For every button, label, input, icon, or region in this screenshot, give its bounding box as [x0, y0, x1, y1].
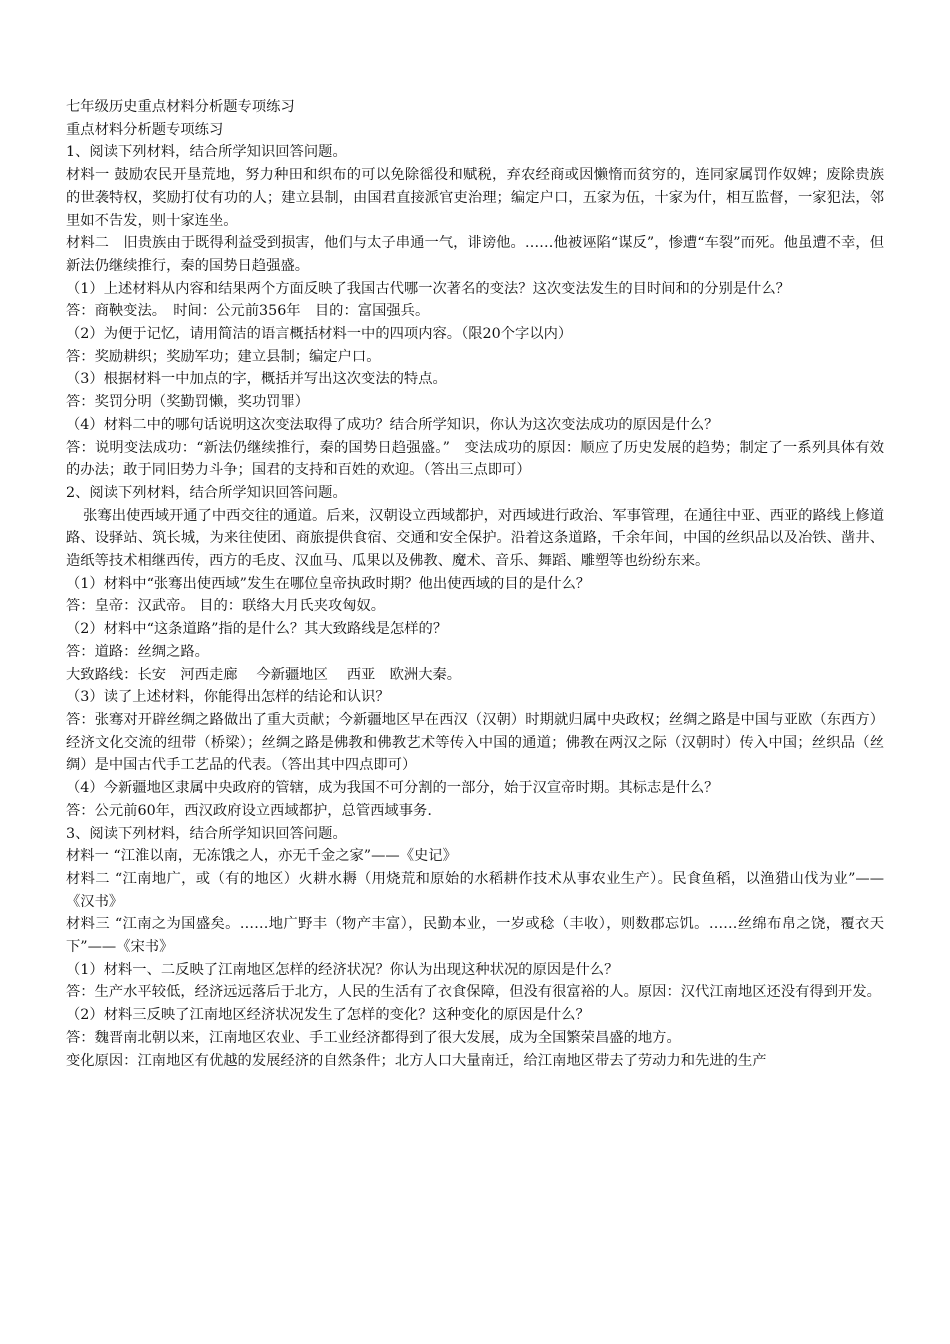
- q1-answer-3: 答：奖罚分明（奖勤罚懒，奖功罚罪）: [66, 394, 310, 411]
- q1-sub-question-1: （1）上述材料从内容和结果两个方面反映了我国古代哪一次著名的变法？这次变法发生的目时间和的分别是什么？: [66, 280, 790, 297]
- document-title: 七年级历史重点材料分析题专项练习: [66, 99, 295, 115]
- q2-answer-3: 答：张骞对开辟丝绸之路做出了重大贡献；今新疆地区早在西汉（汉朝）时期就归属中央政权；丝绸之路是中国与亚欧（东西方）经济文化交流的纽带（桥梁）；丝绸之路是佛教和佛教艺术等传入中国的通道；佛教在两汉之际（汉朝时）传入中国；丝织品（丝绸）是中国古代手工艺品的代表。（答出其中四点即可）: [66, 711, 884, 774]
- document-subtitle: 重点材料分析题专项练习: [66, 121, 224, 138]
- q2-sub-question-1: （1）材料中“张骞出使西域”发生在哪位皇帝执政时期？他出使西域的目的是什么？: [66, 575, 591, 592]
- question-1-heading: 1、阅读下列材料，结合所学知识回答问题。: [66, 144, 347, 161]
- q1-answer-1: 答：商鞅变法。 时间：公元前356年 目的：富国强兵。: [66, 303, 430, 320]
- q2-sub-question-2: （2）材料中“这条道路”指的是什么？其大致路线是怎样的？: [66, 621, 448, 638]
- q1-sub-question-2: （2）为便于记忆，请用简洁的语言概括材料一中的四项内容。（限20个字以内）: [66, 326, 573, 343]
- question-2-heading: 2、阅读下列材料，结合所学知识回答问题。: [66, 484, 347, 501]
- q1-answer-2: 答：奖励耕织；奖励军功；建立县制；编定户口。: [66, 348, 381, 365]
- q3-material-2: 材料二 “江南地广，或（有的地区）火耕水耨（用烧荒和原始的水稻耕作技术从事农业生产）。民食鱼稻，以渔猎山伐为业”——《汉书》: [66, 870, 884, 910]
- q3-sub-question-1: （1）材料一、二反映了江南地区怎样的经济状况？你认为出现这种状况的原因是什么？: [66, 961, 619, 978]
- q3-answer-2-reason: 变化原因：江南地区有优越的发展经济的自然条件；北方人口大量南迁，给江南地区带去了劳动力和先进的生产: [66, 1052, 767, 1069]
- question-3-heading: 3、阅读下列材料，结合所学知识回答问题。: [66, 825, 347, 842]
- q2-sub-question-3: （3）读了上述材料，你能得出怎样的结论和认识？: [66, 689, 390, 706]
- q1-answer-4: 答：说明变法成功：“新法仍继续推行，秦的国势日趋强盛。” 变法成功的原因：顺应了历史发展的趋势；制定了一系列具体有效的办法；敢于同旧势力斗争；国君的支持和百姓的欢迎。（答出三点即可）: [66, 439, 884, 479]
- q3-answer-2: 答：魏晋南北朝以来，江南地区农业、手工业经济都得到了很大发展，成为全国繁荣昌盛的地方。: [66, 1029, 681, 1046]
- q1-sub-question-3: （3）根据材料一中加点的字，概括并写出这次变法的特点。: [66, 371, 447, 388]
- q2-material: 张骞出使西域开通了中西交往的通道。后来，汉朝设立西域都护，对西域进行政治、军事管理，在通往中亚、西亚的路线上修道路、设驿站、筑长城，为来往使团、商旅提供食宿、交通和安全保护。沿着这条道路，千余年间，中国的丝织品以及冶铁、凿井、造纸等技术相继西传，西方的毛皮、汉血马、瓜果以及佛教、魔术、音乐、舞蹈、雕塑等也纷纷东来。: [66, 507, 884, 570]
- q1-material-2: 材料二 旧贵族由于既得利益受到损害，他们与太子串通一气，诽谤他。……他被诬陷“谋反”，惨遭“车裂”而死。他虽遭不幸，但新法仍继续推行，秦的国势日趋强盛。: [66, 235, 884, 274]
- q3-sub-question-2: （2）材料三反映了江南地区经济状况发生了怎样的变化？这种变化的原因是什么？: [66, 1007, 590, 1024]
- q2-sub-question-4: （4）今新疆地区隶属中央政府的管辖，成为我国不可分割的一部分，始于汉宣帝时期。其标志是什么？: [66, 780, 719, 797]
- q2-answer-1: 答：皇帝：汉武帝。 目的：联络大月氏夹攻匈奴。: [66, 598, 386, 615]
- document-page: [66, 96, 884, 1072]
- q2-answer-4: 答：公元前60年，西汉政府设立西域都护，总管西域事务.: [66, 802, 432, 819]
- q2-answer-2-route: 大致路线：长安 河西走廊 今新疆地区 西亚 欧洲大秦。: [66, 666, 462, 683]
- q3-material-1: 材料一 “江淮以南，无冻饿之人，亦无千金之家”——《史记》: [66, 848, 457, 865]
- q1-material-1: 材料一 鼓励农民开垦荒地，努力种田和织布的可以免除徭役和赋税，弃农经商或因懒惰而贫穷的，连同家属罚作奴婢；废除贵族的世袭特权，奖励打仗有功的人；建立县制，由国君直接派官吏治理；编定户口，五家为伍，十家为什，相互监督，一家犯法，邻里如不告发，则十家连坐。: [66, 167, 884, 229]
- q1-sub-question-4: （4）材料二中的哪句话说明这次变法取得了成功？结合所学知识，你认为这次变法成功的原因是什么？: [66, 416, 719, 433]
- q3-answer-1: 答：生产水平较低，经济远远落后于北方，人民的生活有了衣食保障，但没有很富裕的人。原因：汉代江南地区还没有得到开发。: [66, 984, 881, 1001]
- q3-material-3: 材料三 “江南之为国盛矣。……地广野丰（物产丰富），民勤本业，一岁或稔（丰收），则数郡忘饥。……丝绵布帛之饶，覆衣天下”——《宋书》: [66, 916, 884, 956]
- q2-answer-2-road: 答：道路：丝绸之路。: [66, 643, 209, 660]
